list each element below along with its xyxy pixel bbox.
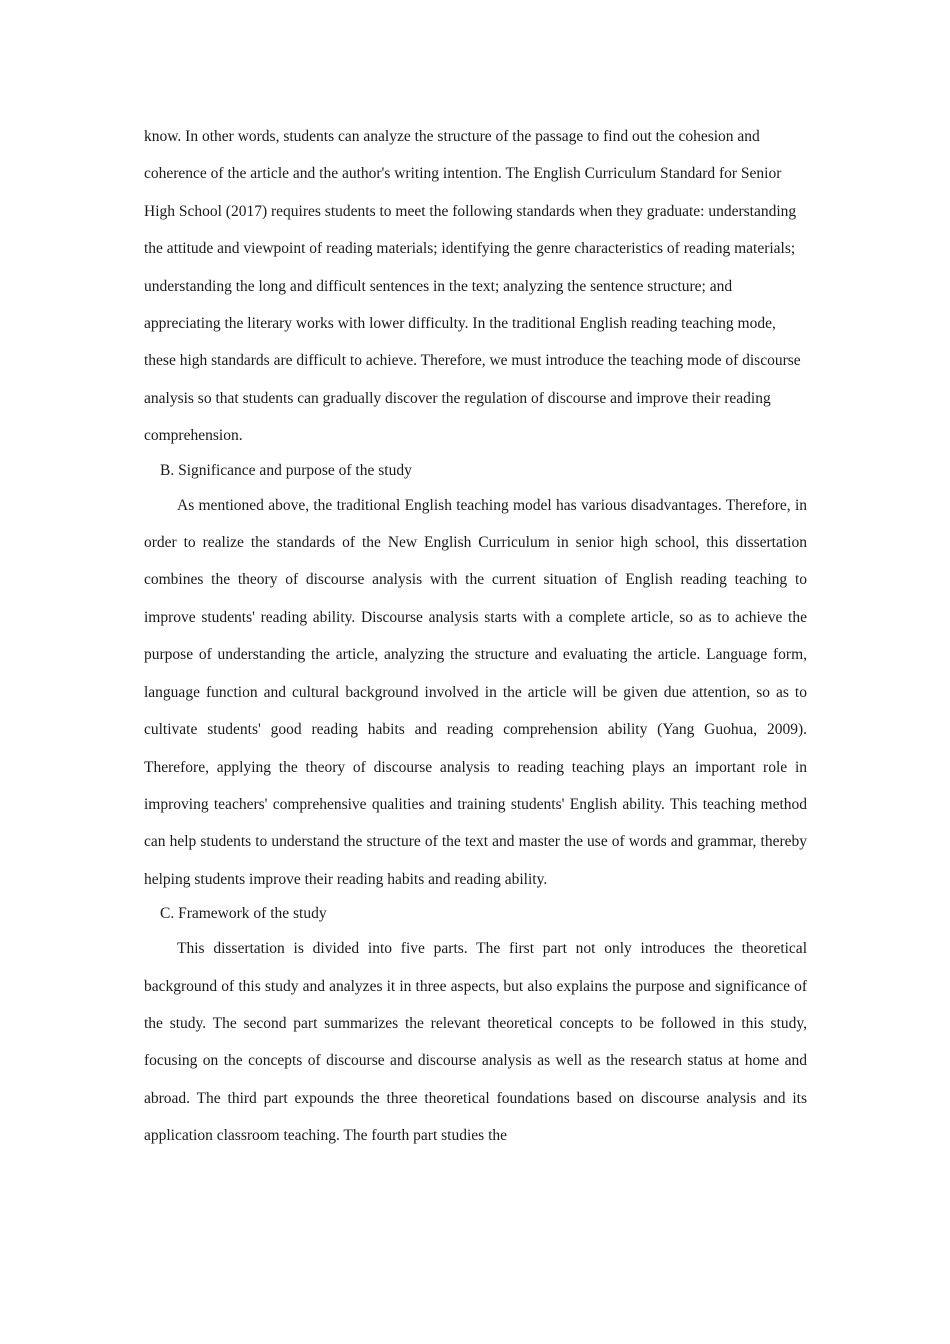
section-heading-framework: C. Framework of the study bbox=[160, 905, 327, 923]
paragraph-curriculum-standards: know. In other words, students can analyze the structure of the passage to find out the cohesion and coherence of the article and the author's writing intention. The English Curriculum Standard for Senior High School (2017) requires students to meet the following standards when they graduate: understanding the attitude and viewpoint of reading materials; identifying the genre characteristics of reading materials; understanding the long and difficult sentences in the text; analyzing the sentence structure; and appreciating the literary works with lower difficulty. In the traditional English reading teaching mode, these high standards are difficult to achieve. Therefore, we must introduce the teaching mode of discourse analysis so that students can gradually discover the regulation of discourse and improve their reading comprehension. bbox=[144, 128, 801, 445]
body-text bbox=[144, 118, 807, 1155]
section-heading-significance: B. Significance and purpose of the study bbox=[160, 461, 412, 479]
paragraph-framework: This dissertation is divided into five parts. The first part not only introduces the theoretical background of this study and analyzes it in three aspects, but also explains the purpose and significance of the study. The second part summarizes the relevant theoretical concepts to be followed in this study, focusing on the concepts of discourse and discourse analysis as well as the research status at home and abroad. The third part expounds the three theoretical foundations based on discourse analysis and its application classroom teaching. The fourth part studies the bbox=[144, 940, 807, 1145]
paragraph-significance: As mentioned above, the traditional English teaching model has various disadvantages. Therefore, in order to realize the standards of the New English Curriculum in senior high school, this dissertation combines the theory of discourse analysis with the current situation of English reading teaching to improve students' reading ability. Discourse analysis starts with a complete article, so as to achieve the purpose of understanding the article, analyzing the structure and evaluating the article. Language form, language function and cultural background involved in the article will be given due attention, so as to cultivate students' good reading habits and reading comprehension ability (Yang Guohua, 2009). Therefore, applying the theory of discourse analysis to reading teaching plays an important role in improving teachers' comprehensive qualities and training students' English ability. This teaching method can help students to understand the structure of the text and master the use of words and grammar, thereby helping students improve their reading habits and reading ability. bbox=[144, 496, 807, 888]
